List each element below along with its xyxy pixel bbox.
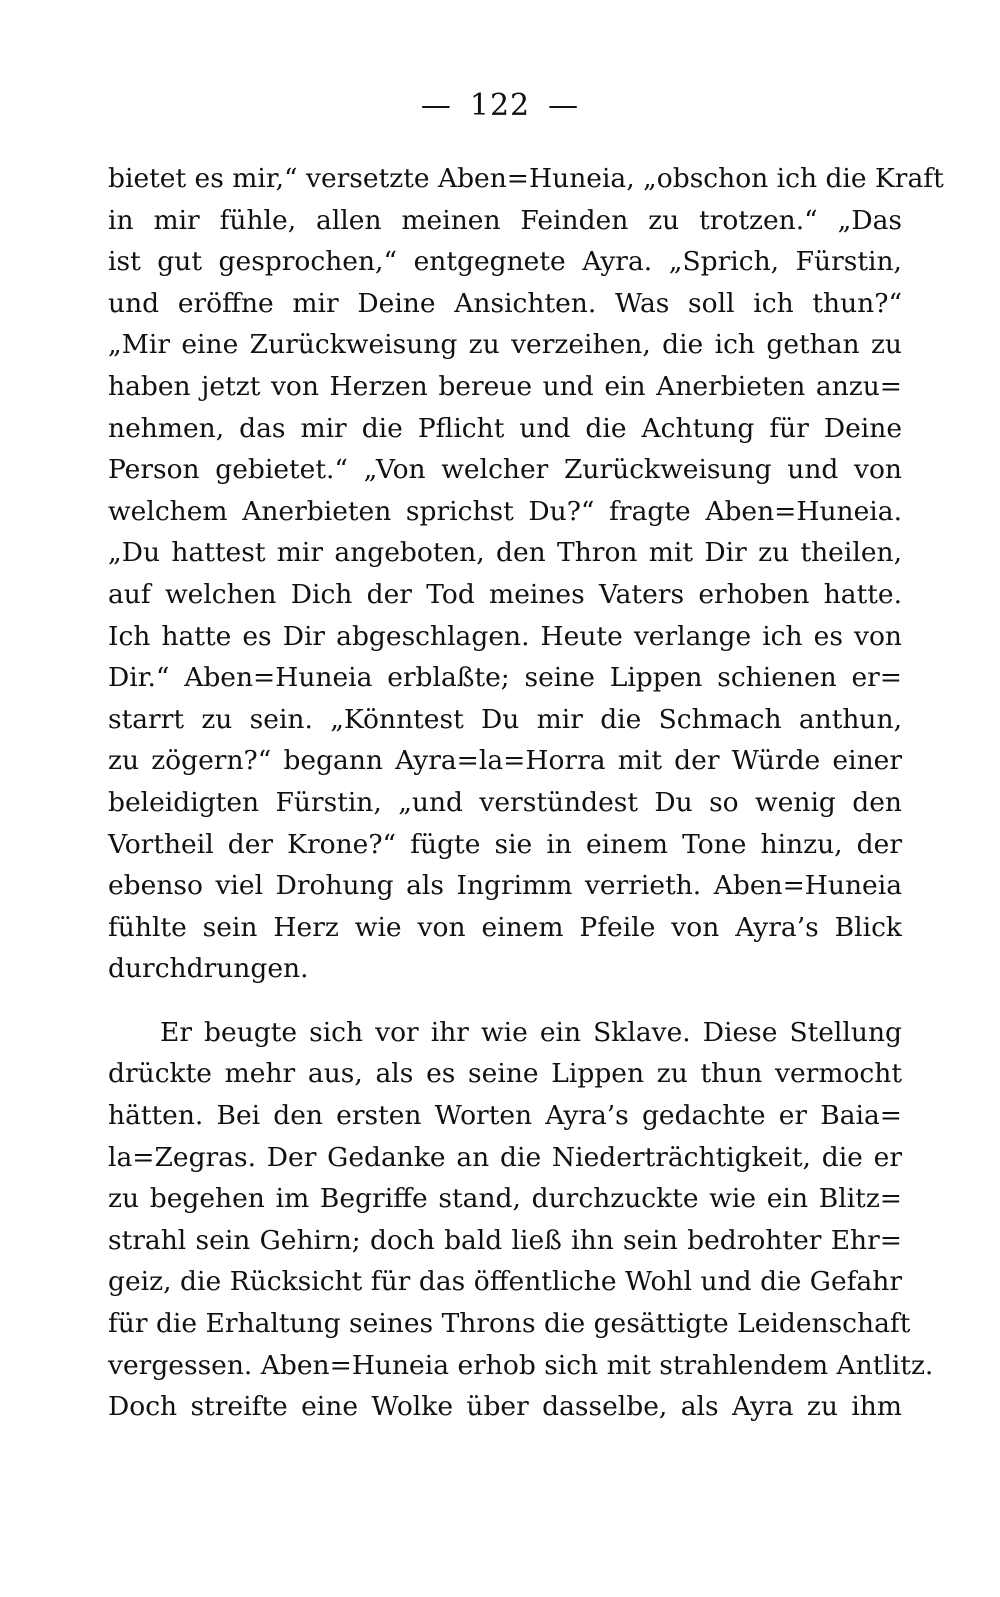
text-line: Doch streifte eine Wolke über dasselbe, als Ayra zu ihm (108, 1391, 902, 1423)
paragraph-1 (108, 158, 944, 990)
text-line: fühlte sein Herz wie von einem Pfeile von Ayra’s Blick (108, 911, 902, 943)
text-line: ist gut gesprochen,“ entgegnete Ayra. „Sprich, Fürstin, (108, 246, 902, 278)
body-text (108, 158, 944, 1428)
text-line: und eröffne mir Deine Ansichten. Was soll ich thun?“ (108, 287, 902, 319)
text-line: auf welchen Dich der Tod meines Vaters erhoben hatte. (108, 578, 902, 610)
page-number: 122 (469, 88, 531, 123)
text-line: hätten. Bei den ersten Worten Ayra’s gedachte er Baia= (108, 1100, 902, 1132)
text-line: Person gebietet.“ „Von welcher Zurückweisung und von (108, 454, 902, 486)
text-line: „Du hattest mir angeboten, den Thron mit Dir zu theilen, (108, 537, 902, 569)
text-line: „Mir eine Zurückweisung zu verzeihen, die ich gethan zu (108, 329, 902, 361)
paragraph-gap (108, 990, 902, 1012)
text-line: zu begehen im Begriffe stand, durchzuckte wie ein Blitz= (108, 1183, 902, 1215)
text-line: starrt zu sein. „Könntest Du mir die Schmach anthun, (108, 703, 902, 735)
text-line: strahl sein Gehirn; doch bald ließ ihn sein bedrohter Ehr= (108, 1224, 902, 1256)
text-line: geiz, die Rücksicht für das öffentliche Wohl und die Gefahr (108, 1266, 902, 1298)
text-line: in mir fühle, allen meinen Feinden zu trotzen.“ „Das (108, 204, 902, 236)
page-number-dash-right: — (548, 88, 580, 123)
text-line: drückte mehr aus, als es seine Lippen zu thun vermocht (108, 1058, 902, 1090)
text-line: haben jetzt von Herzen bereue und ein Anerbieten anzu= (108, 370, 902, 402)
text-line: für die Erhaltung seines Throns die gesättigte Leidenschaft (108, 1308, 911, 1340)
paragraph-2 (108, 1012, 934, 1428)
page-number-dash-left: — (420, 88, 452, 123)
text-line: ebenso viel Drohung als Ingrimm verrieth. Aben=Huneia (108, 870, 902, 902)
text-line: Ich hatte es Dir abgeschlagen. Heute verlange ich es von (108, 620, 902, 652)
text-line: la=Zegras. Der Gedanke an die Niederträchtigkeit, die er (108, 1141, 902, 1173)
text-line: zu zögern?“ begann Ayra=la=Horra mit der Würde einer (108, 745, 902, 777)
text-line: bietet es mir,“ versetzte Aben=Huneia, „obschon ich die Kraft (108, 163, 944, 194)
text-line: beleidigten Fürstin, „und verstündest Du so wenig den (108, 786, 902, 818)
text-line: Er beugte sich vor ihr wie ein Sklave. Diese Stellung (160, 1016, 902, 1048)
text-line: nehmen, das mir die Pflicht und die Achtung für Deine (108, 412, 902, 444)
page-number-header (0, 88, 1000, 123)
text-line: welchem Anerbieten sprichst Du?“ fragte Aben=Huneia. (108, 495, 902, 527)
text-line: Dir.“ Aben=Huneia erblaßte; seine Lippen schienen er= (108, 662, 902, 694)
text-line: Vortheil der Krone?“ fügte sie in einem Tone hinzu, der (108, 828, 902, 860)
text-line: durchdrungen. (108, 953, 309, 985)
text-line: vergessen. Aben=Huneia erhob sich mit strahlendem Antlitz. (108, 1349, 934, 1381)
